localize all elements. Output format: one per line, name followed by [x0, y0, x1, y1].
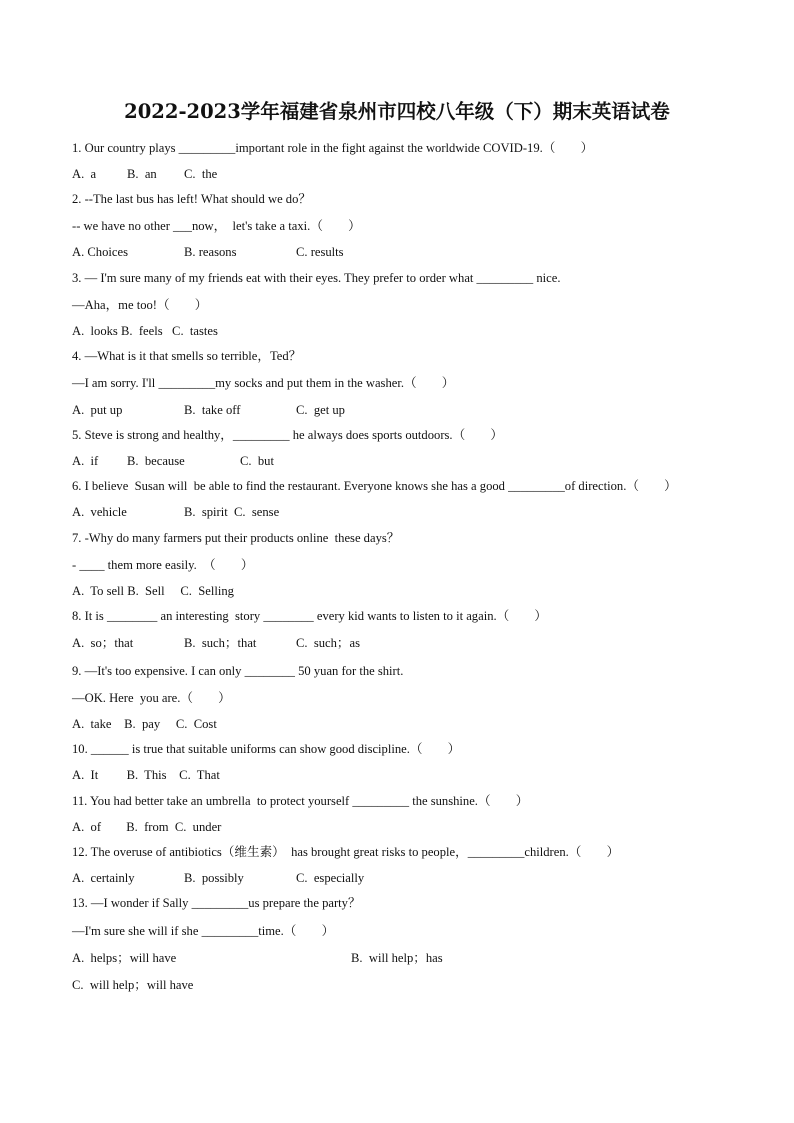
question-7-stem-2: - ____ them more easily. （ ）: [72, 558, 254, 572]
question-1-stem: 1. Our country plays _________important role in the fight against the worldwide COVID-19.（ ）: [72, 141, 594, 155]
question-6-stem: 6. I believe Susan will be able to find the restaurant. Everyone knows she has a good _________of direction.（ ）: [72, 479, 677, 493]
question-6-option-a: A. vehicle: [72, 505, 127, 519]
question-7-stem: 7. -Why do many farmers put their products online these days？: [72, 531, 400, 545]
question-1-option-b: B. an: [127, 167, 157, 181]
question-5-option-b: B. because: [127, 454, 185, 468]
question-6-options-bc: B. spirit C. sense: [184, 505, 280, 519]
question-11-stem: 11. You had better take an umbrella to protect yourself _________ the sunshine.（ ）: [72, 794, 529, 808]
question-12-option-b: B. possibly: [184, 871, 244, 885]
question-4-option-b: B. take off: [184, 403, 241, 417]
question-8-option-c: C. such；as: [296, 636, 361, 650]
question-9-stem: 9. —It's too expensive. I can only ________ 50 yuan for the shirt.: [72, 664, 404, 678]
question-5-option-a: A. if: [72, 454, 99, 468]
question-3-stem-2: —Aha，me too!（ ）: [72, 298, 208, 312]
question-13-stem-2: —I'm sure she will if she _________time.（ ）: [72, 924, 335, 938]
question-10-options: A. It B. This C. That: [72, 768, 220, 782]
question-4-option-c: C. get up: [296, 403, 345, 417]
question-2-option-a: A. Choices: [72, 245, 128, 259]
question-2-option-c: C. results: [296, 245, 344, 259]
question-11-options: A. of B. from C. under: [72, 820, 222, 834]
question-13-option-c: C. will help；will have: [72, 978, 194, 992]
question-13-stem: 13. —I wonder if Sally _________us prepare the party？: [72, 896, 361, 910]
question-12-option-a: A. certainly: [72, 871, 135, 885]
question-1-option-c: C. the: [184, 167, 218, 181]
question-3-options: A. looks B. feels C. tastes: [72, 324, 218, 338]
question-5-option-c: C. but: [240, 454, 274, 468]
question-13-option-a: A. helps；will have: [72, 951, 177, 965]
question-4-stem-2: —I am sorry. I'll _________my socks and put them in the washer.（ ）: [72, 376, 455, 390]
page-title: 2022-2023学年福建省泉州市四校八年级（下）期末英语试卷: [124, 100, 670, 123]
question-7-options: A. To sell B. Sell C. Selling: [72, 584, 234, 598]
question-1-option-a: A. a: [72, 167, 97, 181]
question-9-options: A. take B. pay C. Cost: [72, 717, 217, 731]
question-13-option-b: B. will help；has: [351, 951, 443, 965]
question-8-option-a: A. so；that: [72, 636, 134, 650]
question-2-stem-2: -- we have no other ___now， let's take a taxi.（ ）: [72, 219, 361, 233]
question-8-stem: 8. It is ________ an interesting story ________ every kid wants to listen to it again.（ ）: [72, 609, 548, 623]
question-2-stem: 2. --The last bus has left! What should we do？: [72, 192, 311, 206]
question-5-stem: 5. Steve is strong and healthy，_________ he always does sports outdoors.（ ）: [72, 428, 503, 442]
question-12-stem: 12. The overuse of antibiotics（维生素） has brought great risks to people，_________children.（ ）: [72, 845, 620, 859]
question-4-stem: 4. —What is it that smells so terrible，Ted？: [72, 349, 302, 363]
question-10-stem: 10. ______ is true that suitable uniforms can show good discipline.（ ）: [72, 742, 461, 756]
question-4-option-a: A. put up: [72, 403, 123, 417]
question-3-stem: 3. — I'm sure many of my friends eat with their eyes. They prefer to order what _________ nice.: [72, 271, 561, 285]
question-12-option-c: C. especially: [296, 871, 365, 885]
question-2-option-b: B. reasons: [184, 245, 237, 259]
question-9-stem-2: —OK. Here you are.（ ）: [72, 691, 231, 705]
question-8-option-b: B. such；that: [184, 636, 257, 650]
